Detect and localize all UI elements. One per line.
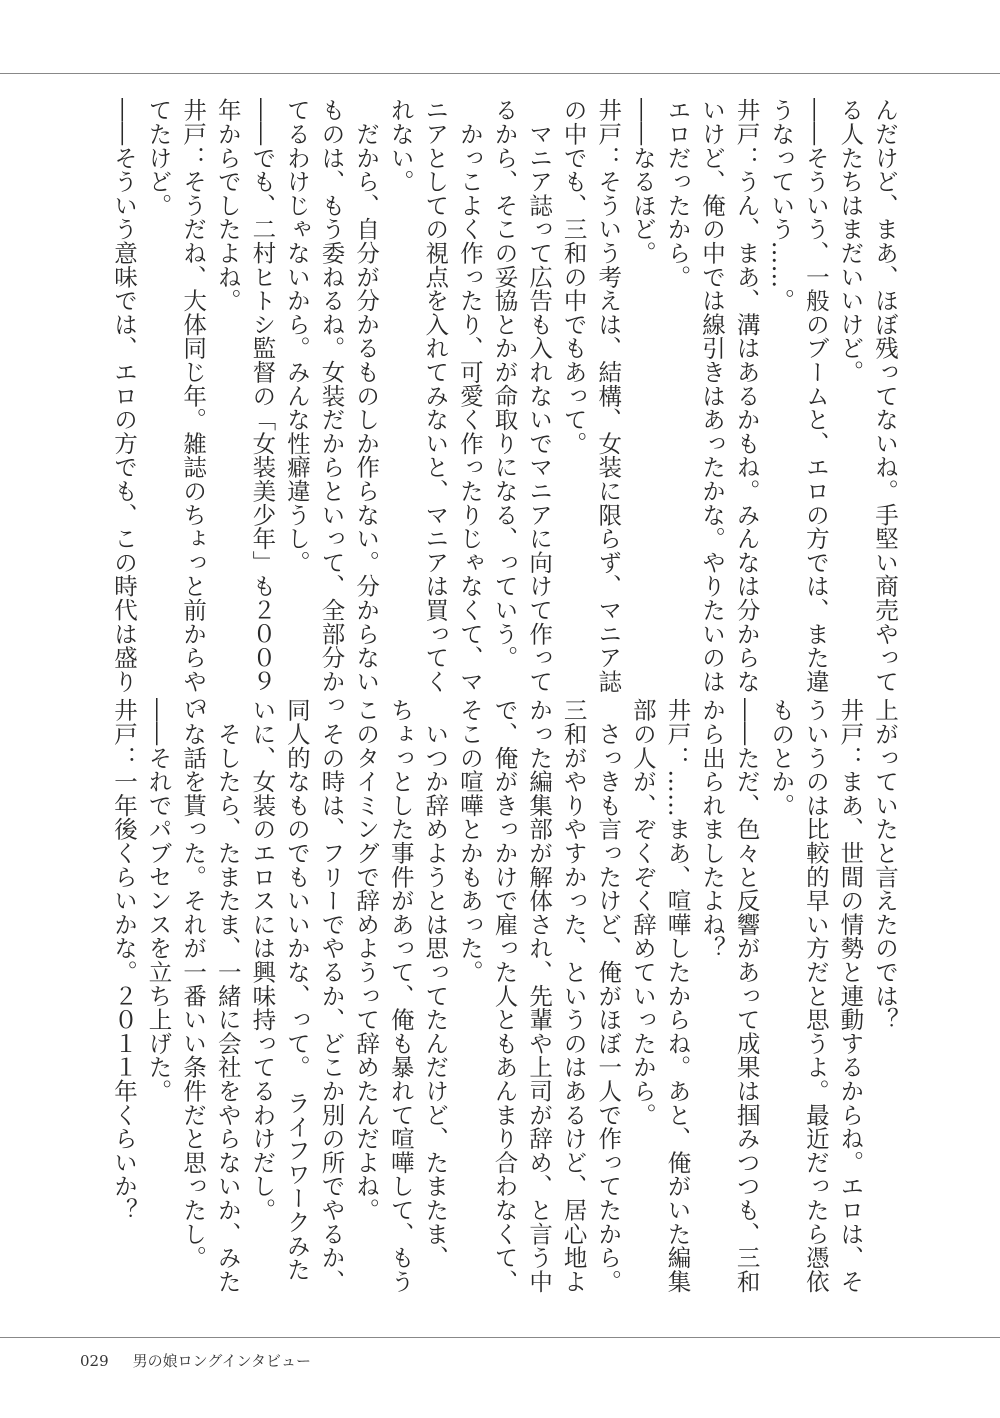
text-column: 年からでしたよね。 bbox=[213, 98, 242, 313]
text-column: うなっていう……。 bbox=[767, 98, 796, 313]
text-column: れない。 bbox=[386, 98, 415, 194]
text-column: る人たちはまだいいけど。 bbox=[836, 98, 865, 384]
text-column: ものとか。 bbox=[767, 698, 796, 817]
text-column: てたけど。 bbox=[144, 98, 173, 217]
text-column: から出られましたよね？ bbox=[698, 698, 727, 960]
text-block-lower bbox=[106, 698, 902, 1298]
text-column: このタイミングで辞めようって辞めたんだよね。 bbox=[352, 698, 381, 1222]
text-column: るから、そこの妥協とかが命取りになる、っていう。 bbox=[490, 98, 519, 670]
text-column: ――なるほど。 bbox=[628, 98, 657, 265]
text-column: そしたら、たまたま、一緒に会社をやらないか、みた bbox=[213, 698, 242, 1293]
text-column: ――それでパブセンスを立ち上げた。 bbox=[144, 698, 173, 1103]
text-column: いけど、俺の中では線引きはあったかな。やりたいのは bbox=[698, 98, 727, 693]
text-column: ういうのは比較的早い方だと思うよ。最近だったら憑依 bbox=[801, 698, 830, 1293]
text-column: かっこよく作ったり、可愛く作ったりじゃなくて、マ bbox=[455, 98, 484, 693]
section-title: 男の娘ロングインタビュー bbox=[132, 1352, 311, 1370]
text-column: 井戸：そうだね、大体同じ年。雑誌のちょっと前からやっ bbox=[179, 98, 208, 717]
text-column: ――そういう意味では、エロの方でも、この時代は盛り bbox=[109, 98, 138, 693]
text-column: だから、自分が分かるものしか作らない。分からない bbox=[352, 98, 381, 693]
text-column: ニアとしての視点を入れてみないと、マニアは買ってく bbox=[421, 98, 450, 693]
text-column: 三和がやりやすかった、というのはあるけど、居心地よ bbox=[559, 698, 588, 1293]
text-column: ものは、もう委ねるね。女装だからといって、全部分かっ bbox=[317, 98, 346, 717]
text-column: 同人的なものでもいいかな、って。 ライフワークみた bbox=[282, 698, 311, 1282]
text-column: てるわけじゃないから。みんな性癖違うし。 bbox=[282, 98, 311, 574]
text-column: ちょっとした事件があって、俺も暴れて喧嘩して、もう bbox=[386, 698, 415, 1293]
text-column: マニア誌って広告も入れないでマニアに向けて作って bbox=[525, 98, 554, 693]
text-column: 井戸：まあ、世間の情勢と連動するからね。エロは、そ bbox=[836, 698, 865, 1293]
text-column: 部の人が、ぞくぞく辞めていったから。 bbox=[628, 698, 657, 1127]
text-column: いな話を貰った。それが一番いい条件だと思ったし。 bbox=[179, 698, 208, 1270]
text-column: エロだったから。 bbox=[663, 98, 692, 289]
text-column: の中でも、三和の中でもあって。 bbox=[559, 98, 588, 455]
page-number: 029 bbox=[80, 1352, 109, 1370]
text-column: 井戸：一年後くらいかな。２０１１年くらいか？ bbox=[109, 698, 138, 1222]
text-column: 井戸：そういう考えは、結構、女装に限らず、マニア誌 bbox=[594, 98, 623, 693]
text-column: いに、女装のエロスには興味持ってるわけだし。 bbox=[248, 698, 277, 1222]
text-column: 井戸：……まあ、喧嘩したからね。あと、俺がいた編集 bbox=[663, 698, 692, 1293]
text-column: で、俺がきっかけで雇った人ともあんまり合わなくて、 bbox=[490, 698, 519, 1293]
text-column: んだけど、まあ、ほぼ残ってないね。手堅い商売やって bbox=[871, 98, 899, 693]
text-column: ――そういう、一般のブームと、エロの方では、また違 bbox=[801, 98, 830, 693]
text-column: 上がっていたと言えたのでは？ bbox=[871, 698, 899, 1032]
footer-rule bbox=[0, 1337, 1000, 1338]
page-footer bbox=[80, 1350, 335, 1371]
text-column: かった編集部が解体され、先輩や上司が辞め、と言う中 bbox=[525, 698, 554, 1293]
text-column: 井戸：うん、まあ、溝はあるかもね。みんなは分からな bbox=[732, 98, 761, 693]
text-block-upper bbox=[106, 98, 902, 717]
text-column: そこの喧嘩とかもあった。 bbox=[455, 698, 484, 984]
header-rule bbox=[0, 73, 1000, 74]
text-column: ――でも、二村ヒトシ監督の「女装美少年」も２００９ bbox=[248, 98, 277, 693]
text-column: さっきも言ったけど、俺がほぼ一人で作ってたから。 bbox=[594, 698, 623, 1293]
text-column: いつか辞めようとは思ってたんだけど、たまたま、 bbox=[421, 698, 450, 1270]
text-column: その時は、フリーでやるか、どこか別の所でやるか、 bbox=[317, 698, 346, 1293]
text-column: ――ただ、色々と反響があって成果は掴みつつも、三和 bbox=[732, 698, 761, 1293]
